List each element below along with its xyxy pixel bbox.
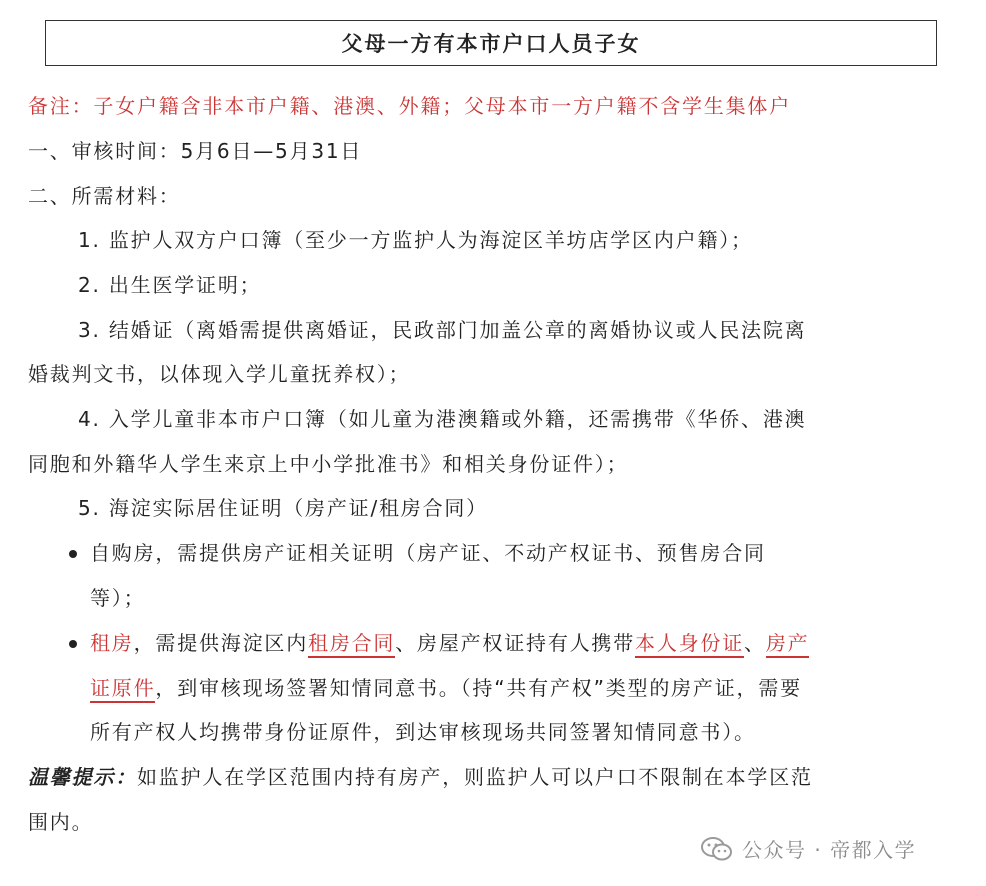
property-cert-link-cont[interactable]: 证原件	[90, 676, 155, 703]
bullet-1-line-2: 等）；	[90, 586, 146, 610]
rental-contract-link[interactable]: 租房合同	[308, 631, 395, 658]
section-review-time: 一、审核时间：5月6日—5月31日	[28, 139, 363, 163]
tip-line-1	[28, 763, 813, 791]
bullet-2-text: ，需提供海淀区内	[133, 631, 309, 655]
bullet-2-line-2	[90, 674, 802, 702]
bullet-dot	[69, 550, 77, 558]
bullet-2-text: ，到审核现场签署知情同意书。（持“共有产权”类型的房产证，需要	[155, 676, 802, 700]
note-line: 备注：子女户籍含非本市户籍、港澳、外籍；父母本市一方户籍不含学生集体户	[28, 94, 791, 118]
section-materials: 二、所需材料：	[28, 184, 181, 208]
title-box	[45, 20, 937, 66]
item-2: 2. 出生医学证明；	[78, 273, 262, 297]
tip-line-2: 围内。	[28, 810, 94, 834]
watermark-text: 公众号 · 帝都入学	[742, 838, 917, 862]
watermark	[700, 834, 916, 863]
item-4-line-2: 同胞和外籍华人学生来京上中小学批准书》和相关身份证件）；	[28, 452, 629, 476]
item-3-line-1: 3. 结婚证（离婚需提供离婚证，民政部门加盖公章的离婚协议或人民法院离	[78, 318, 807, 342]
id-card-link[interactable]: 本人身份证	[635, 631, 744, 658]
bullet-1-line-1: 自购房，需提供房产证相关证明（房产证、不动产权证书、预售房合同	[90, 541, 766, 565]
item-5: 5. 海淀实际居住证明（房产证/租房合同）	[78, 496, 488, 520]
item-4-line-1: 4. 入学儿童非本市户口簿（如儿童为港澳籍或外籍，还需携带《华侨、港澳	[78, 407, 807, 431]
bullet-2-text: 、房屋产权证持有人携带	[395, 631, 636, 655]
page-title: 父母一方有本市户口人员子女	[341, 32, 641, 56]
item-3-line-2: 婚裁判文书，以体现入学儿童抚养权）；	[28, 362, 411, 386]
bullet-2-text: 、	[744, 631, 766, 655]
wechat-icon	[700, 836, 734, 862]
bullet-2-line-1	[90, 629, 809, 657]
bullet-2-line-3: 所有产权人均携带身份证原件，到达审核现场共同签署知情同意书）。	[90, 720, 756, 744]
tip-text: 如监护人在学区范围内持有房产，则监护人可以户口不限制在本学区范	[137, 765, 813, 789]
property-cert-link[interactable]: 房产	[766, 631, 810, 658]
bullet-dot	[69, 640, 77, 648]
tip-label: 温馨提示：	[28, 765, 137, 789]
rent-label: 租房	[90, 631, 134, 655]
item-1: 1. 监护人双方户口簿（至少一方监护人为海淀区羊坊店学区内户籍）；	[78, 228, 753, 252]
